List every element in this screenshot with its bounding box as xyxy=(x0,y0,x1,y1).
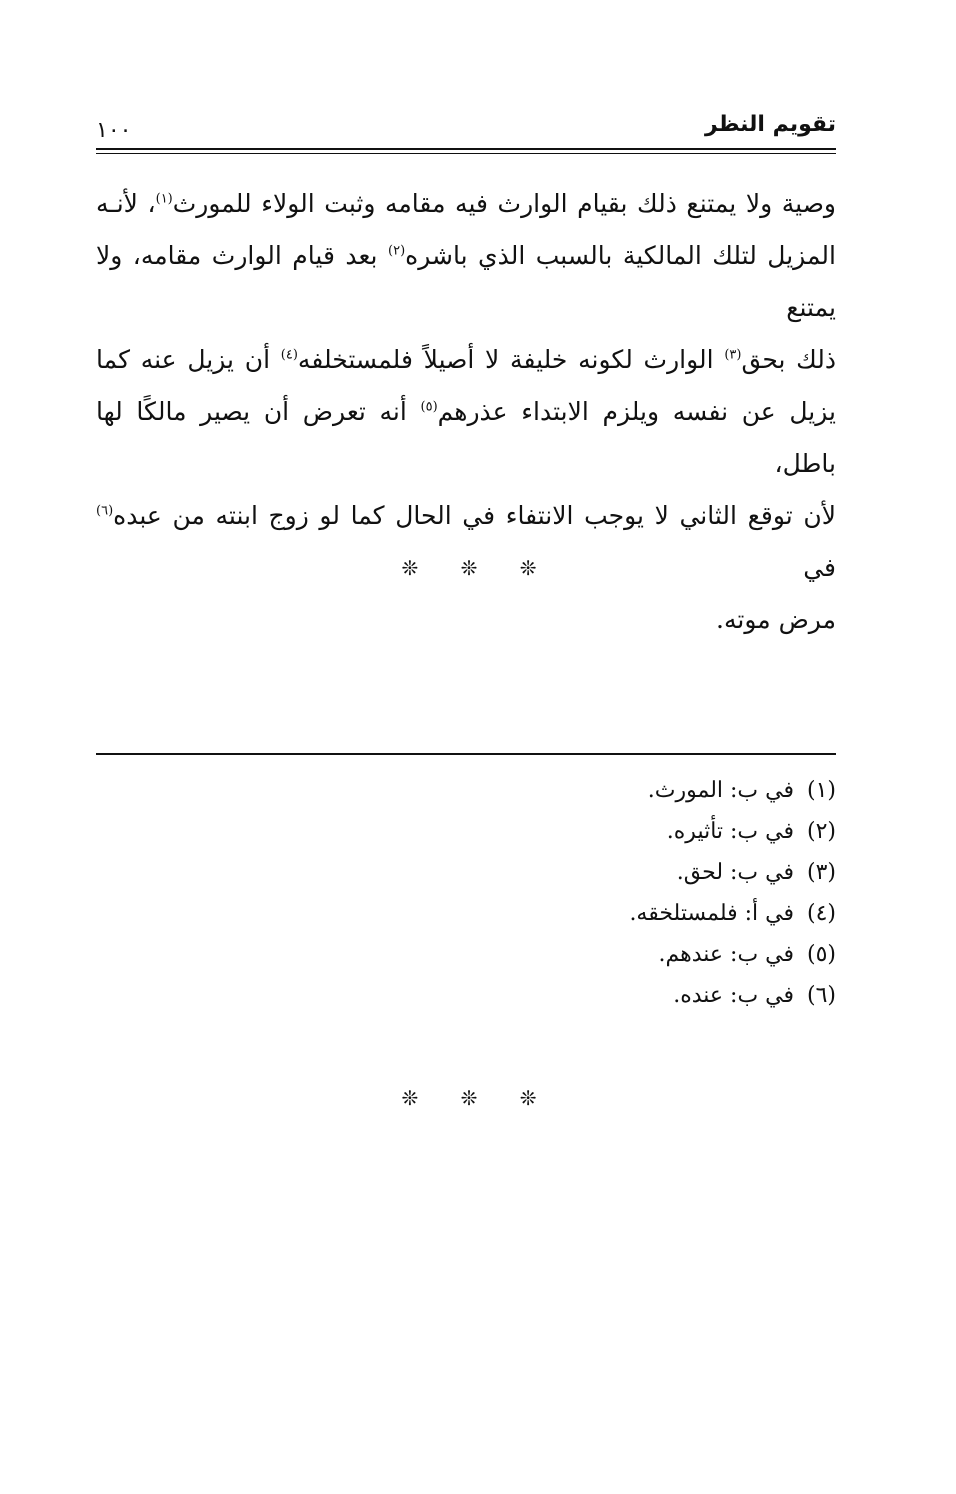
running-title: تقويم النظر xyxy=(705,112,836,137)
footnote-text: في ب: تأثيره. xyxy=(666,819,794,844)
footnote-item-5 xyxy=(336,934,836,975)
body-line-2: المزيل لتلك المالكية بالسبب الذي باشره$^{(٢)}$ بعد قيام الوارث مقامه، ولا يمتنع xyxy=(96,241,836,322)
footnote-ref-1[interactable]: (١) xyxy=(155,191,173,207)
footnote-number: (٢) xyxy=(806,819,836,844)
footnotes-list xyxy=(336,770,836,1016)
body-line-6: مرض موته. xyxy=(716,605,836,634)
footnote-text: في أ: فلمستلخقه. xyxy=(629,901,794,926)
footnote-ref-5[interactable]: (٥) xyxy=(420,399,438,415)
footnote-ref-4[interactable]: (٤) xyxy=(280,347,298,363)
footnote-item-6 xyxy=(336,975,836,1016)
page-header xyxy=(96,108,836,144)
header-rule xyxy=(96,148,836,150)
body-line-1: وصية ولا يمتنع ذلك بقيام الوارث فيه مقامه وثبت الولاء للمورث$^{(١)}$، لأنـه xyxy=(96,189,836,218)
footnote-item-4 xyxy=(336,893,836,934)
section-divider-bottom: ❊ ❊ ❊ xyxy=(401,1086,555,1110)
footnote-ref-2[interactable]: (٢) xyxy=(388,243,406,259)
footnote-number: (٣) xyxy=(806,860,836,885)
footnote-text: في ب: عنده. xyxy=(673,983,794,1008)
section-divider-top: ❊ ❊ ❊ xyxy=(401,556,555,580)
footnote-number: (١) xyxy=(806,778,836,803)
footnote-text: في ب: المورث. xyxy=(647,778,794,803)
footnote-number: (٤) xyxy=(806,901,836,926)
footnote-item-3 xyxy=(336,852,836,893)
footnote-number: (٦) xyxy=(806,983,836,1008)
body-line-3: ذلك بحق$^{(٣)}$ الوارث لكونه خليفة لا أصيلاً فلمستخلفه$^{(٤)}$ أن يزيل عنه كما xyxy=(96,345,836,374)
body-line-4: يزيل عن نفسه ويلزم الابتداء عذرهم$^{(٥)}$ أنه تعرض أن يصير مالكًا لها باطل، xyxy=(96,397,836,478)
footnote-text: في ب: عندهم. xyxy=(658,942,794,967)
footnote-ref-3[interactable]: (٣) xyxy=(724,347,742,363)
footnote-item-2 xyxy=(336,811,836,852)
page-number: ١٠٠ xyxy=(96,118,132,143)
footnote-rule xyxy=(96,753,836,755)
body-line-5: لأن توقع الثاني لا يوجب الانتفاء في الحال كما لو زوج ابنته من عبده$^{(٦)}$ في xyxy=(96,501,836,582)
header-rule-thin xyxy=(96,153,836,154)
footnote-number: (٥) xyxy=(806,942,836,967)
footnote-item-1 xyxy=(336,770,836,811)
footnote-ref-6[interactable]: (٦) xyxy=(96,503,114,519)
footnote-text: في ب: لحق. xyxy=(676,860,794,885)
